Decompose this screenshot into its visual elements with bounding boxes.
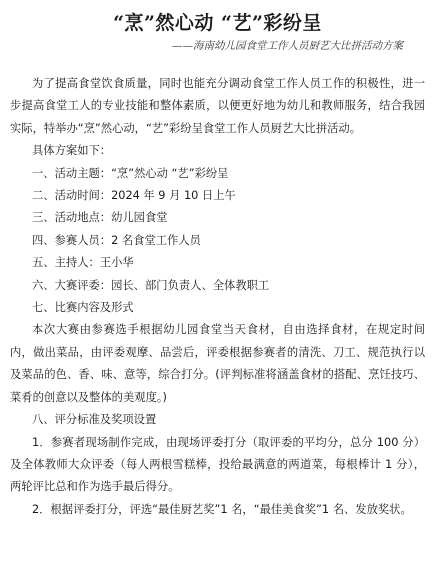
item-time: 二、活动时间：2024 年 9 月 10 日上午 xyxy=(32,189,236,203)
item-host: 五、主持人：王小华 xyxy=(32,256,134,270)
scoring-heading: 八、评分标准及奖项设置 xyxy=(32,413,157,427)
content-body: 本次大赛由参赛选手根据幼儿园食堂当天食材，自由选择食材，在规定时间内，做出菜品，由评委观摩、品尝后，评委根据参赛者的清洗、刀工、规范执行以及菜品的色、香、味、意等，综合打分。(评判标准将涵盖食材的搭配、烹饪技巧、菜肴的创意以及整体的美观度。) xyxy=(10,323,425,404)
content-heading: 七、比赛内容及形式 xyxy=(32,301,134,315)
plan-heading: 具体方案如下： xyxy=(32,144,112,158)
item-judges: 六、大赛评委：园长、部门负责人、全体教职工 xyxy=(32,278,270,292)
document-subtitle: ——海南幼儿园食堂工作人员厨艺大比拼活动方案 xyxy=(172,40,403,52)
document-title: “烹”然心动 “艺”彩纷呈 xyxy=(113,12,322,34)
item-participants: 四、参赛人员：2 名食堂工作人员 xyxy=(32,233,201,247)
intro-paragraph: 为了提高食堂饮食质量，同时也能充分调动食堂工作人员工作的积极性，进一步提高食堂工人的专业技能和整体素质，以便更好地为幼儿和教师服务，结合我园实际，特举办“烹”然心动，“艺”彩纷呈食堂工作人员厨艺大比拼活动。 xyxy=(10,77,425,135)
item-place: 三、活动地点：幼儿园食堂 xyxy=(32,211,168,225)
scoring-rule-1: 1．参赛者现场制作完成，由现场评委打分（取评委的平均分，总分 100 分）及全体教师大众评委（每人两根雪糕棒，投给最满意的两道菜，每根棒计 1 分），两轮评比总和作为选手最后得分。 xyxy=(10,435,425,494)
item-theme: 一、活动主题：“烹”然心动 “艺”彩纷呈 xyxy=(32,166,229,180)
scoring-rule-2: 2．根据评委打分，评选“最佳厨艺奖”1 名，“最佳美食奖”1 名、发放奖状。 xyxy=(32,502,412,516)
document-body xyxy=(10,73,425,521)
